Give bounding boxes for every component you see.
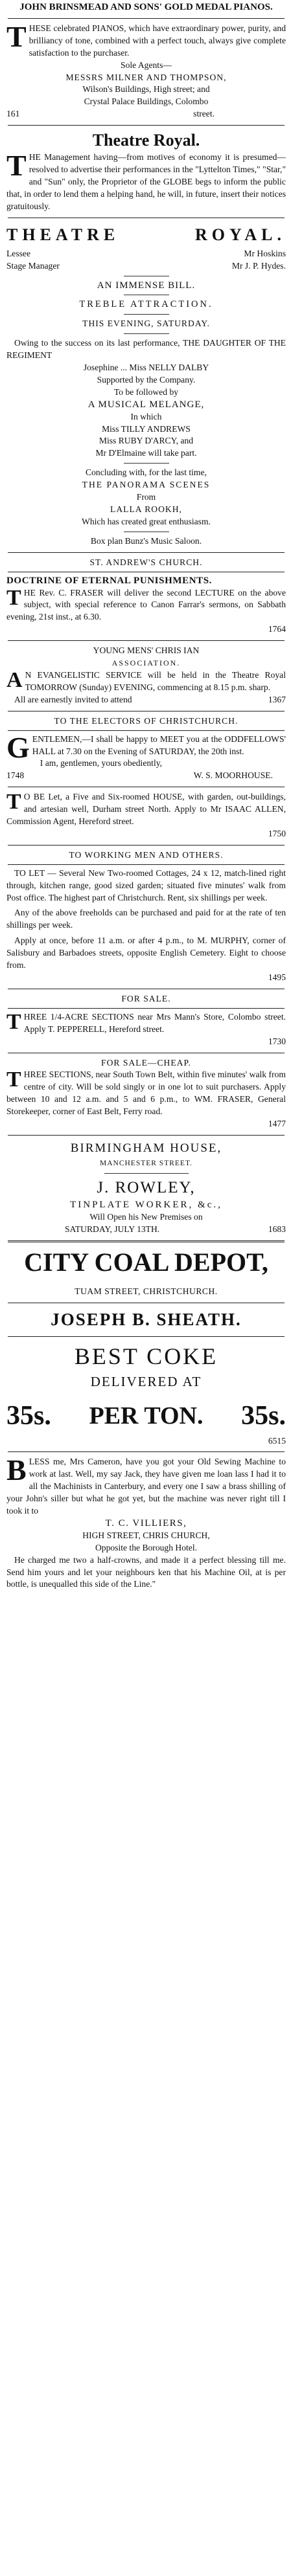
- depot-owner: JOSEPH B. SHEATH.: [51, 1309, 242, 1329]
- ad-footer: [6, 108, 286, 120]
- working-men-ad: [6, 849, 286, 984]
- ad-paragraph: Apply at once, before 11 a.m. or after 4 p.m., to M. MURPHY, corner of Salisbury and Barbadoes streets, opposite English Cemetery. Eight to choose from.: [6, 935, 286, 970]
- ad-title: Theatre Royal.: [92, 131, 200, 150]
- drop-cap: G: [6, 730, 30, 764]
- divider: [8, 125, 285, 126]
- agents-address-1: Wilson's Buildings, High street; and: [82, 84, 210, 95]
- short-rule: [124, 463, 169, 464]
- drop-cap: T: [6, 790, 21, 814]
- ad-number: 6515: [268, 1435, 286, 1446]
- signature: W. S. MOORHOUSE.: [193, 770, 273, 781]
- ad-paragraph: TO LET — Several New Two-roomed Cottages, 24 x 12, match-lined right through, kitchen range, good sized garden; situated five minutes' walk from Post office. The highest part of Christchurch. Rent, six shillings per week.: [6, 868, 286, 902]
- depot-title: CITY COAL DEPOT,: [24, 1247, 268, 1277]
- ad-number: 1477: [268, 1119, 286, 1129]
- bill-title: THEATRE ROYAL.: [6, 225, 286, 244]
- trade-line: TINPLATE WORKER, &c.,: [70, 1199, 222, 1210]
- street-label: street.: [193, 109, 215, 119]
- drop-cap: T: [6, 149, 27, 183]
- ad-footer: All are earnestly invited to attend 1367: [6, 694, 286, 706]
- opening-line: Will Open his New Premises on: [89, 1211, 203, 1222]
- ad-body: T O BE Let, a Five and Six-roomed HOUSE, with garden, out-buildings, and artesian well, Durham street North. Apply to Mr ISAAC ALLEN, Commission Agent, Hereford street.: [6, 790, 286, 827]
- cast-line: Miss TILLY ANDREWS: [102, 423, 191, 434]
- ymca-service-ad: [6, 645, 286, 706]
- machinist-opposite: Opposite the Borough Hotel.: [95, 1542, 198, 1552]
- sewing-machine-ad: [6, 1453, 286, 1591]
- followed-line: To be followed by: [113, 386, 179, 397]
- lecture-title: DOCTRINE OF ETERNAL PUNISHMENTS.: [6, 575, 213, 586]
- ad-title: FOR SALE—CHEAP.: [101, 1057, 191, 1068]
- divider: [8, 1451, 285, 1452]
- signature-line: [6, 770, 286, 782]
- price-left: 35s.: [6, 1400, 51, 1431]
- electors-notice: [6, 715, 286, 783]
- short-rule: [124, 333, 169, 334]
- closing-line: I am, gentlemen, yours obediently,: [40, 758, 163, 768]
- machinist-name: T. C. VILLIERS,: [105, 1518, 187, 1529]
- drop-cap: T: [6, 1009, 21, 1034]
- st-andrews-church-ad: [6, 557, 286, 636]
- divider: [8, 845, 285, 846]
- ad-body: BLESS me, Mrs Cameron, have you got your Old Sewing Machine to work at last. Well, my say Jack, they have given me loan lass I had it to all the Machinists in Canterbury, and every one I saw a brass shilling of your John's siller but what he got yet, but the machine was never right till I took it to: [6, 1453, 286, 1516]
- ad-paragraph: He charged me two a half-crowns, and made it a perfect blessing till me. Send him yours and let your neighbours ken that his Machine Oil, at is per bottle, is unequalled this side of the Line.": [6, 1554, 286, 1589]
- divider: [8, 1240, 285, 1242]
- short-rule: [104, 1173, 189, 1174]
- ad-number: 1764: [268, 624, 286, 634]
- lessee-line: Lessee Mr Hoskins: [6, 248, 286, 258]
- theatre-royal-notice: [6, 129, 286, 213]
- treble-attraction: TREBLE ATTRACTION.: [79, 299, 213, 310]
- supported-line: Supported by the Company.: [97, 374, 196, 385]
- drop-cap: A: [6, 667, 23, 692]
- drop-cap: T: [6, 1068, 21, 1092]
- this-evening: THIS EVENING, SATURDAY.: [82, 319, 210, 329]
- cast-line: Josephine ... Miss NELLY DALBY: [83, 363, 209, 373]
- short-rule: [124, 314, 169, 315]
- ad-title: TO WORKING MEN AND OTHERS.: [69, 849, 224, 860]
- brinsmead-pianos-ad: [6, 1, 286, 120]
- in-which-line: In which: [130, 411, 162, 421]
- ad-number: 1495: [268, 972, 286, 982]
- divider: [8, 1336, 285, 1337]
- lalla-rookh-line: LALLA ROOKH,: [110, 504, 182, 514]
- ad-title: JOHN BRINSMEAD AND SONS' GOLD MEDAL PIANOS.: [19, 2, 273, 12]
- church-name: ST. ANDREW'S CHURCH.: [89, 557, 203, 567]
- cast-line: Mr D'Elmaine will take part.: [95, 448, 197, 458]
- divider: [8, 864, 285, 865]
- drop-cap: T: [6, 19, 27, 53]
- best-coke-heading: BEST COKE: [74, 1343, 218, 1369]
- ad-number: 1730: [268, 1036, 286, 1046]
- divider: [8, 18, 285, 19]
- divider: [8, 640, 285, 641]
- drop-cap: B: [6, 1453, 27, 1487]
- divider: [8, 730, 285, 731]
- shop-title: BIRMINGHAM HOUSE,: [70, 1141, 222, 1155]
- ymca-subtitle: ASSOCIATION.: [111, 658, 181, 668]
- highly-line: Which has created great enthusiasm.: [82, 516, 211, 526]
- ad-body: THE Rev. C. FRASER will deliver the second LECTURE on the above subject, with special reference to Canon Farrar's sermons, on Sabbath evening, 21st inst., at 6.30.: [6, 585, 286, 622]
- ad-body: A N EVANGELISTIC SERVICE will be held in the Theatre Royal TOMORROW (Sunday) EVENING, commencing at 8.15 p.m. sharp.: [6, 667, 286, 692]
- for-sale-cheap-ad: [6, 1057, 286, 1130]
- ad-body: THE Management having—from motives of economy it is presumed—resolved to advertise their performances in the "Lyttelton Times," "Star," and "Sun" only, the Proprietor of the GLOBE begs to inform the public that, in order to lend them a helping hand, he will, in future, insert their notices gratuitously.: [6, 149, 286, 211]
- coke-price-line: [6, 1396, 286, 1435]
- ad-number: 1750: [268, 828, 286, 838]
- ad-paragraph: Any of the above freeholds can be purchased and paid for at the rate of ten shillings per week.: [6, 908, 286, 930]
- ad-number: 161: [6, 109, 20, 119]
- agents-address-2: Crystal Palace Buildings, Colombo: [84, 96, 209, 107]
- house-to-let-ad: [6, 791, 286, 840]
- ad-title: FOR SALE.: [121, 993, 171, 1003]
- proprietor-name: J. ROWLEY,: [97, 1178, 196, 1196]
- ad-body: THREE 1/4-ACRE SECTIONS near Mrs Mann's Store, Colombo street. Apply T. PEPPERELL, Hereford street.: [6, 1009, 286, 1034]
- ad-body: THESE celebrated PIANOS, which have extraordinary power, purity, and brilliancy of tone, combined with a perfect touch, always give complete satisfaction to the purchaser.: [6, 19, 286, 58]
- cast-line: Miss RUBY D'ARCY, and: [99, 436, 194, 446]
- drop-cap: T: [6, 585, 21, 610]
- for-sale-ad: [6, 993, 286, 1048]
- depot-address: TUAM STREET, CHRISTCHURCH.: [75, 1286, 218, 1296]
- city-coal-depot-ad: [6, 1246, 286, 1448]
- ad-body: GENTLEMEN,—I shall be happy to MEET you at the ODDFELLOWS' HALL at 7.30 on the Evening of SATURDAY, the 20th inst.: [6, 730, 286, 764]
- from-line: From: [136, 492, 156, 502]
- price-per-ton: PER TON.: [89, 1402, 204, 1429]
- owing-line: Owing to the success on its last performance, THE DAUGHTER OF THE REGIMENT: [6, 338, 286, 361]
- divider: [8, 1008, 285, 1009]
- agents-firm: MESSRS MILNER AND THOMPSON,: [65, 72, 227, 82]
- ad-number: 1683: [268, 1224, 286, 1234]
- notice-title: TO THE ELECTORS OF CHRISTCHURCH.: [54, 715, 239, 726]
- box-plan-line: Box plan Bunz's Music Saloon.: [90, 535, 202, 546]
- divider: [8, 1135, 285, 1136]
- price-right: 35s.: [241, 1400, 286, 1431]
- bill-headline: AN IMMENSE BILL.: [97, 280, 196, 291]
- opening-date-line: SATURDAY, JULY 13TH. 1683: [6, 1224, 286, 1236]
- delivered-at: DELIVERED AT: [90, 1373, 202, 1389]
- machinist-address: HIGH STREET, CHRIS CHURCH,: [82, 1530, 210, 1540]
- concluding-line: Concluding with, for the last time,: [86, 467, 207, 478]
- stage-manager-line: Stage Manager Mr J. P. Hydes.: [6, 260, 286, 271]
- theatre-royal-bill: [6, 222, 286, 548]
- ad-number: 1748: [6, 770, 25, 781]
- panorama-line: THE PANORAMA SCENES: [82, 480, 211, 490]
- melange-line: A MUSICAL MELANGE,: [87, 399, 205, 410]
- divider: [8, 552, 285, 553]
- birmingham-house-ad: [6, 1139, 286, 1236]
- sole-agents-label: Sole Agents—: [121, 60, 172, 70]
- ad-number: 1367: [268, 694, 286, 704]
- ymca-title: YOUNG MENS' CHRIS IAN: [93, 645, 200, 656]
- shop-street: MANCHESTER STREET.: [99, 1159, 192, 1167]
- ad-body: THREE SECTIONS, near South Town Belt, within five minutes' walk from centre of city. Will be sold singly or in one lot to suit purchasers. Apply between 10 and 12 a.m. and 5 and 6 p.m., to WM. FRASER, General Storekeeper, corner of East Belt, Ferry road.: [6, 1068, 286, 1117]
